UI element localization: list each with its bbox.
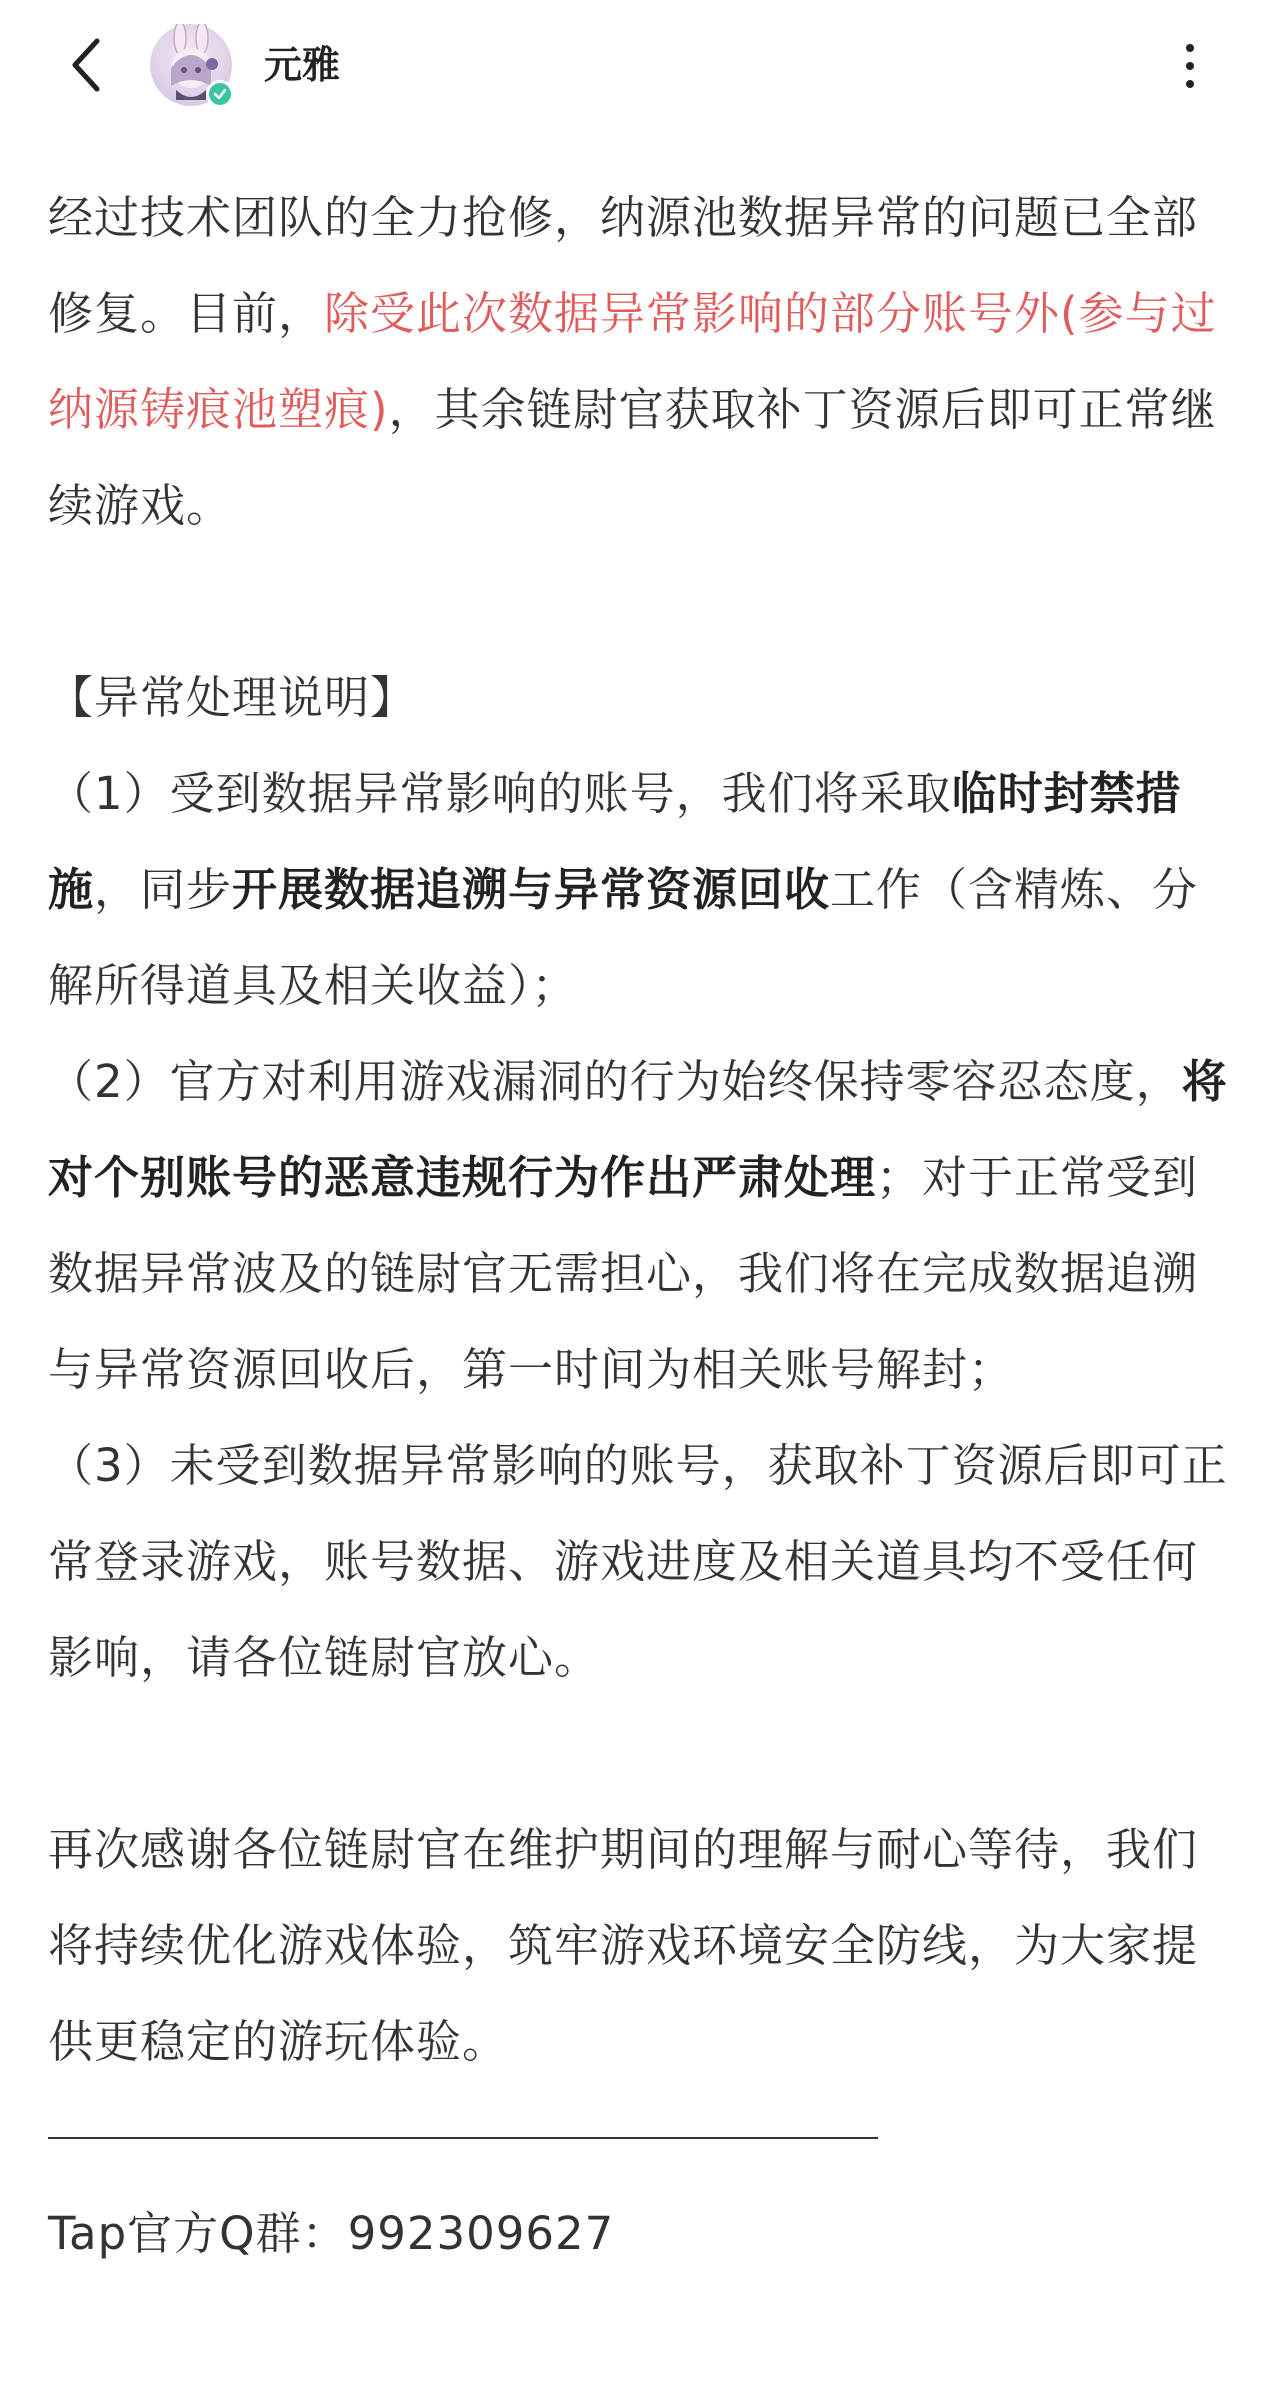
item-1 bbox=[48, 746, 1238, 1034]
post-body bbox=[48, 170, 1238, 2282]
back-button[interactable] bbox=[58, 30, 114, 100]
item-3: （3）未受到数据异常影响的账号，获取补丁资源后即可正常登录游戏，账号数据、游戏进度及相关道具均不受任何影响，请各位链尉官放心。 bbox=[48, 1439, 1228, 1684]
item-1-text-2: ，同步 bbox=[94, 863, 233, 916]
more-vertical-icon bbox=[1186, 44, 1194, 52]
item-2-bold: 将对个别账号的恶意违规行为作出严肃处理 bbox=[48, 1055, 1228, 1204]
verified-badge-icon bbox=[206, 80, 234, 108]
item-1-bold-1: 临时封禁措施 bbox=[48, 767, 1182, 916]
section-title: 【异常处理说明】 bbox=[48, 671, 417, 724]
username[interactable]: 元雅 bbox=[264, 43, 341, 87]
item-1-text: （1）受到数据异常影响的账号，我们将采取 bbox=[48, 767, 952, 820]
intro-text-end: ，其余链尉官获取补丁资源后即可正常继续游戏。 bbox=[48, 383, 1217, 532]
more-dot bbox=[1186, 62, 1194, 70]
more-dot bbox=[1186, 80, 1194, 88]
item-1-text-3: 工作（含精炼、分解所得道具及相关收益）； bbox=[48, 863, 1199, 1012]
qq-group[interactable]: Tap官方Q群：992309627 bbox=[48, 2207, 615, 2260]
avatar[interactable] bbox=[150, 24, 232, 106]
chevron-left-icon bbox=[69, 37, 103, 93]
item-2-text-2: ；对于正常受到数据异常波及的链尉官无需担心，我们将在完成数据追溯与异常资源回收后，第一时间为相关账号解封； bbox=[48, 1151, 1199, 1396]
closing-paragraph: 再次感谢各位链尉官在维护期间的理解与耐心等待，我们将持续优化游戏体验，筑牢游戏环境安全防线，为大家提供更稳定的游玩体验。 bbox=[48, 1823, 1199, 2068]
top-nav-bar bbox=[0, 0, 1284, 130]
intro-text: 经过技术团队的全力抢修，纳源池数据异常的问题已全部修复。目前， bbox=[48, 191, 1199, 340]
item-1-bold-2: 开展数据追溯与异常资源回收 bbox=[232, 863, 831, 916]
more-options-button[interactable] bbox=[1170, 36, 1210, 96]
divider-line bbox=[48, 2137, 878, 2139]
divider bbox=[48, 2090, 1238, 2186]
intro-highlight: 除受此次数据异常影响的部分账号外(参与过纳源铸痕池塑痕) bbox=[48, 287, 1217, 436]
spacer bbox=[48, 554, 1238, 650]
item-2 bbox=[48, 1034, 1238, 1418]
spacer bbox=[48, 1706, 1238, 1802]
paragraph-intro bbox=[48, 170, 1238, 554]
item-2-text: （2）官方对利用游戏漏洞的行为始终保持零容忍态度， bbox=[48, 1055, 1182, 1108]
